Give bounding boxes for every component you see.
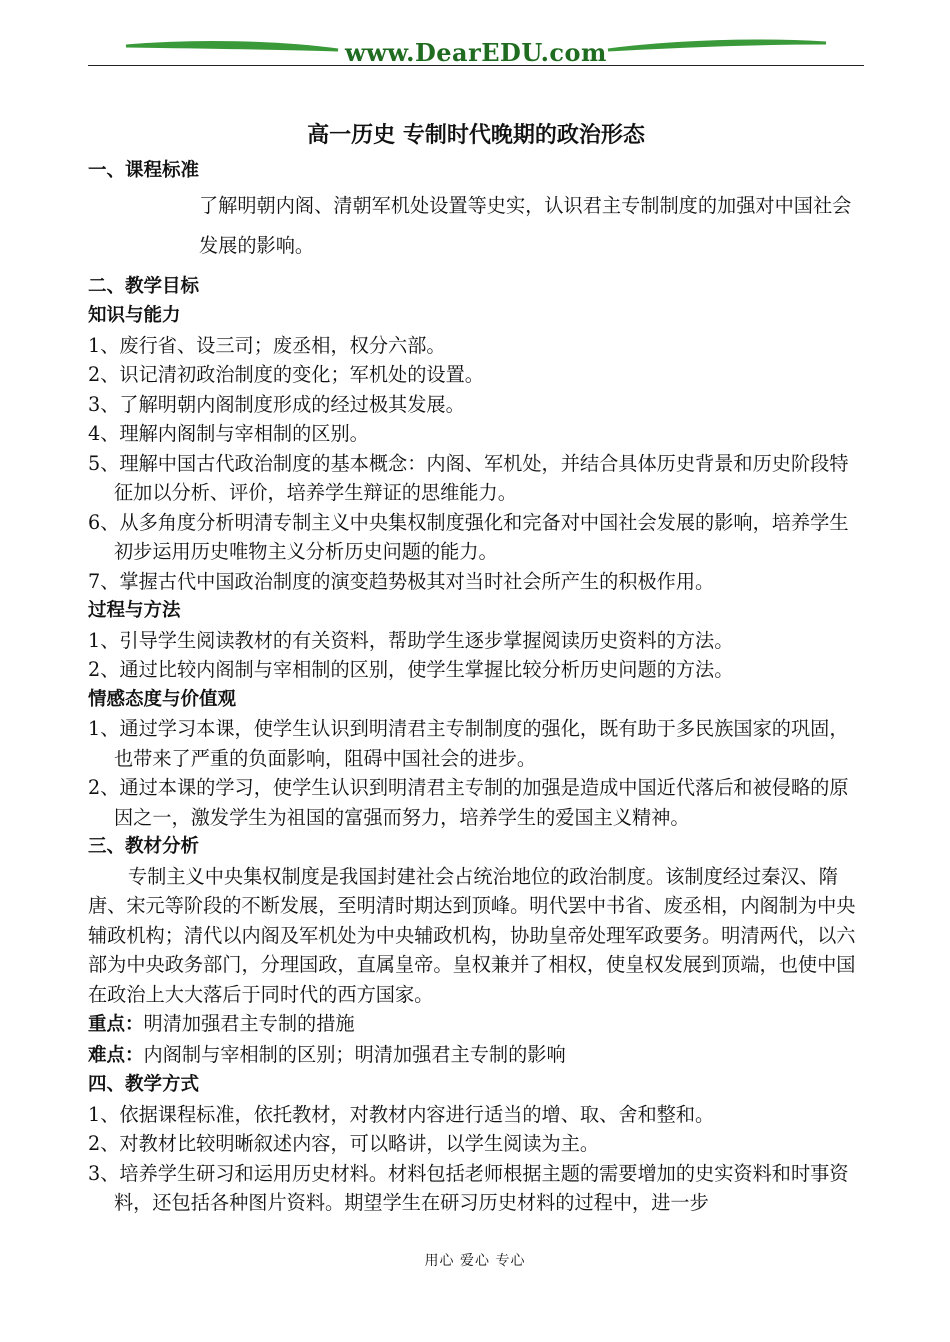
difficulty-text: 内阁制与宰相制的区别；明清加强君主专制的影响 — [143, 1042, 566, 1066]
list-item: 2、通过本课的学习，使学生认识到明清君主专制的加强是造成中国近代落后和被侵略的原因之一，激发学生为祖国的富强而努力，培养学生的爱国主义精神。 — [88, 776, 849, 829]
list-item: 1、引导学生阅读教材的有关资料，帮助学生逐步掌握阅读历史资料的方法。 — [88, 628, 734, 652]
key-point-label: 重点： — [88, 1014, 144, 1035]
list-item: 1、依据课程标准，依托教材，对教材内容进行适当的增、取、舍和整和。 — [88, 1102, 715, 1126]
subheading-values: 情感态度与价值观 — [88, 688, 237, 710]
header-divider — [88, 65, 864, 66]
list-item: 2、对教材比较明晰叙述内容，可以略讲，以学生阅读为主。 — [88, 1132, 600, 1155]
list-item: 3、了解明朝内阁制度形成的经过极其发展。 — [88, 392, 465, 416]
page-footer: 用心 爱心 专心 — [424, 1253, 526, 1269]
list-item: 2、识记清初政治制度的变化；军机处的设置。 — [88, 363, 484, 386]
list-item: 5、理解中国古代政治制度的基本概念：内阁、军机处，并结合具体历史背景和历史阶段特征加以分析、评价，培养学生辩证的思维能力。 — [88, 451, 849, 504]
key-point-text: 明清加强君主专制的措施 — [143, 1012, 355, 1035]
list-item: 3、培养学生研习和运用历史材料。材料包括老师根据主题的需要增加的史实资料和时事资料，还包括各种图片资料。期望学生在研习历史材料的过程中，进一步 — [88, 1161, 849, 1214]
difficulty-line — [88, 1040, 864, 1071]
analysis-paragraph: 专制主义中央集权制度是我国封建社会占统治地位的政治制度。该制度经过秦汉、隋唐、宋元等阶段的不断发展，至明清时期达到顶峰。明代罢中书省、废丞相，内阁制为中央辅政机构；清代以内阁及军机处为中央辅政机构，协助皇帝处理军政要务。明清两代，以六部为中央政务部门，分理国政，直属皇帝。皇权兼并了相权，使皇权发展到顶端，也使中国在政治上大大落后于同时代的西方国家。 — [88, 864, 856, 1006]
section-heading-curriculum: 一、课程标准 — [88, 160, 200, 181]
subheading-process: 过程与方法 — [88, 600, 181, 621]
list-item: 2、通过比较内阁制与宰相制的区别，使学生掌握比较分析历史问题的方法。 — [88, 658, 734, 681]
section-heading-objectives: 二、教学目标 — [88, 275, 200, 297]
section-heading-methods: 四、教学方式 — [88, 1074, 200, 1095]
subheading-knowledge: 知识与能力 — [88, 305, 181, 326]
list-item: 1、通过学习本课，使学生认识到明清君主专制制度的强化，既有助于多民族国家的巩固，也带来了严重的负面影响，阻碍中国社会的进步。 — [88, 717, 849, 770]
difficulty-label: 难点： — [88, 1044, 144, 1066]
document-body — [88, 118, 864, 1218]
key-point-line — [88, 1009, 864, 1040]
site-header — [88, 30, 864, 70]
document-title: 高一历史 专制时代晚期的政治形态 — [307, 123, 645, 148]
curriculum-standard-text: 了解明朝内阁、清朝军机处设置等史实，认识君主专制制度的加强对中国社会发展的影响。 — [199, 193, 852, 257]
list-item: 7、掌握古代中国政治制度的演变趋势极其对当时社会所产生的积极作用。 — [88, 569, 715, 593]
site-logo-text: www.DearEDU.com — [345, 38, 607, 67]
list-item: 4、理解内阁制与宰相制的区别。 — [88, 422, 369, 445]
list-item: 6、从多角度分析明清专制主义中央集权制度强化和完备对中国社会发展的影响，培养学生初步运用历史唯物主义分析历史问题的能力。 — [88, 510, 849, 563]
section-heading-analysis: 三、教材分析 — [88, 836, 200, 857]
list-item: 1、废行省、设三司；废丞相，权分六部。 — [88, 333, 446, 357]
